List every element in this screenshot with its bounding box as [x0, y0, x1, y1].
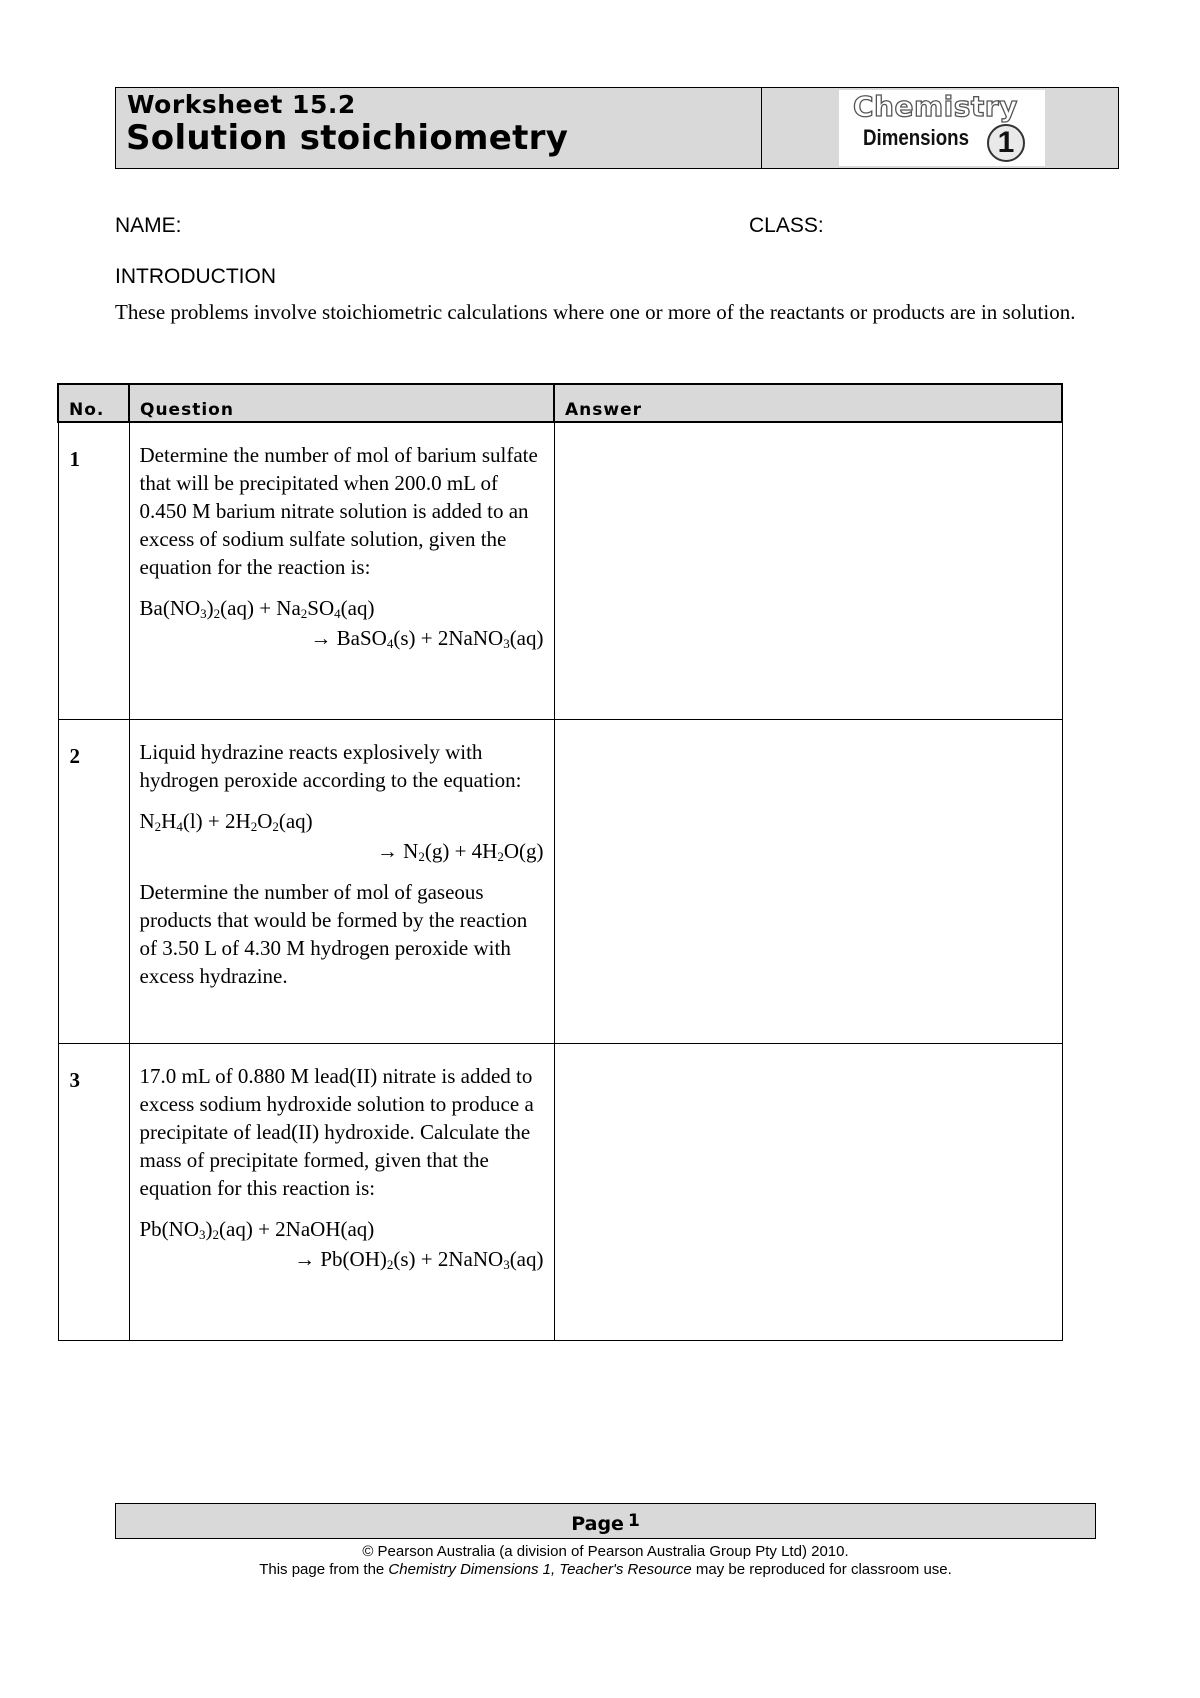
- table-row: [58, 1043, 1062, 1340]
- reproduction-title: Chemistry Dimensions 1, Teacher's Resource: [388, 1561, 692, 1578]
- introduction-heading: INTRODUCTION: [115, 265, 276, 288]
- logo-line1: Chemistry: [853, 90, 1018, 123]
- reproduction-line: [115, 1561, 1096, 1579]
- question-followup-text: Determine the number of mol of gaseous products that would be formed by the reaction of 3.50 L of 4.30 M hydrogen peroxide with excess hydrazine.: [139, 879, 528, 988]
- logo-number-badge: 1: [987, 124, 1025, 162]
- name-field-label: NAME:: [115, 214, 182, 237]
- question-number: 3: [58, 1043, 129, 1340]
- answer-cell[interactable]: [554, 422, 1062, 719]
- equation-line2: → $Pb(OH)_2(s)$ + 2NaNO$_3$(aq): [294, 1246, 544, 1272]
- question-number: 2: [58, 719, 129, 1043]
- table-header-row: [58, 384, 1062, 422]
- table-row: [58, 422, 1062, 719]
- equation-line2: → $N_2(g) + 4H_2O(g)$: [376, 838, 544, 864]
- table-row: [58, 719, 1062, 1043]
- logo-line2: Dimensions: [863, 125, 969, 150]
- introduction-text: These problems involve stoichiometric calculations where one or more of the reactants or products are in solution.: [115, 300, 1076, 324]
- question-number: 1: [58, 422, 129, 719]
- header-no: No.: [58, 384, 129, 422]
- page-number: 1: [627, 1511, 640, 1531]
- question-text: Determine the number of mol of barium sulfate that will be precipitated when 200.0 mL of 0.450 M barium nitrate solution is added to an excess of sodium sulfate solution, given the equation for the reaction is:: [139, 443, 538, 579]
- worksheet-title: Solution stoichiometry: [126, 118, 569, 158]
- question-cell: [129, 719, 554, 1043]
- worksheet-header: [115, 87, 1119, 169]
- question-cell: [129, 422, 554, 719]
- chemical-equation: [140, 1214, 544, 1274]
- answer-cell[interactable]: [554, 1043, 1062, 1340]
- equation-line1: $N_2H_4(l) + 2H_2O_2(aq)$: [139, 808, 313, 834]
- header-divider: [761, 88, 762, 168]
- equation-line1: $Ba(NO_3)_2(aq) + Na_2SO_4(aq)$: [139, 596, 375, 621]
- class-field-label: CLASS:: [749, 214, 824, 237]
- copyright-notice: [115, 1543, 1096, 1579]
- question-text: Liquid hydrazine reacts explosively with hydrogen peroxide according to the equation:: [139, 739, 522, 792]
- page-label: Page: [571, 1513, 624, 1535]
- page-footer-bar: [115, 1503, 1096, 1539]
- chemical-equation: [140, 806, 544, 866]
- reproduction-suffix: may be reproduced for classroom use.: [691, 1561, 952, 1578]
- header-answer: Answer: [554, 384, 1062, 422]
- copyright-line: © Pearson Australia (a division of Pearson Australia Group Pty Ltd) 2010.: [362, 1543, 849, 1560]
- equation-line1: $Pb(NO_3)_2(aq)$ + 2NaOH(aq): [139, 1216, 375, 1242]
- worksheet-label: Worksheet 15.2: [127, 90, 356, 119]
- chemistry-dimensions-logo: [839, 90, 1045, 166]
- equation-line2: → BaSO$_4$(s) + 2NaNO$_3$(aq): [310, 626, 544, 651]
- header-question: Question: [129, 384, 554, 422]
- answer-cell[interactable]: [554, 719, 1062, 1043]
- chemical-equation: [140, 593, 544, 653]
- reproduction-prefix: This page from the: [259, 1561, 389, 1578]
- question-cell: [129, 1043, 554, 1340]
- question-table: [57, 383, 1063, 1341]
- question-text: 17.0 mL of 0.880 M lead(II) nitrate is added to excess sodium hydroxide solution to produce a precipitate of lead(II) hydroxide. Calculate the mass of precipitate formed, given that the equation for this reaction is:: [139, 1063, 534, 1200]
